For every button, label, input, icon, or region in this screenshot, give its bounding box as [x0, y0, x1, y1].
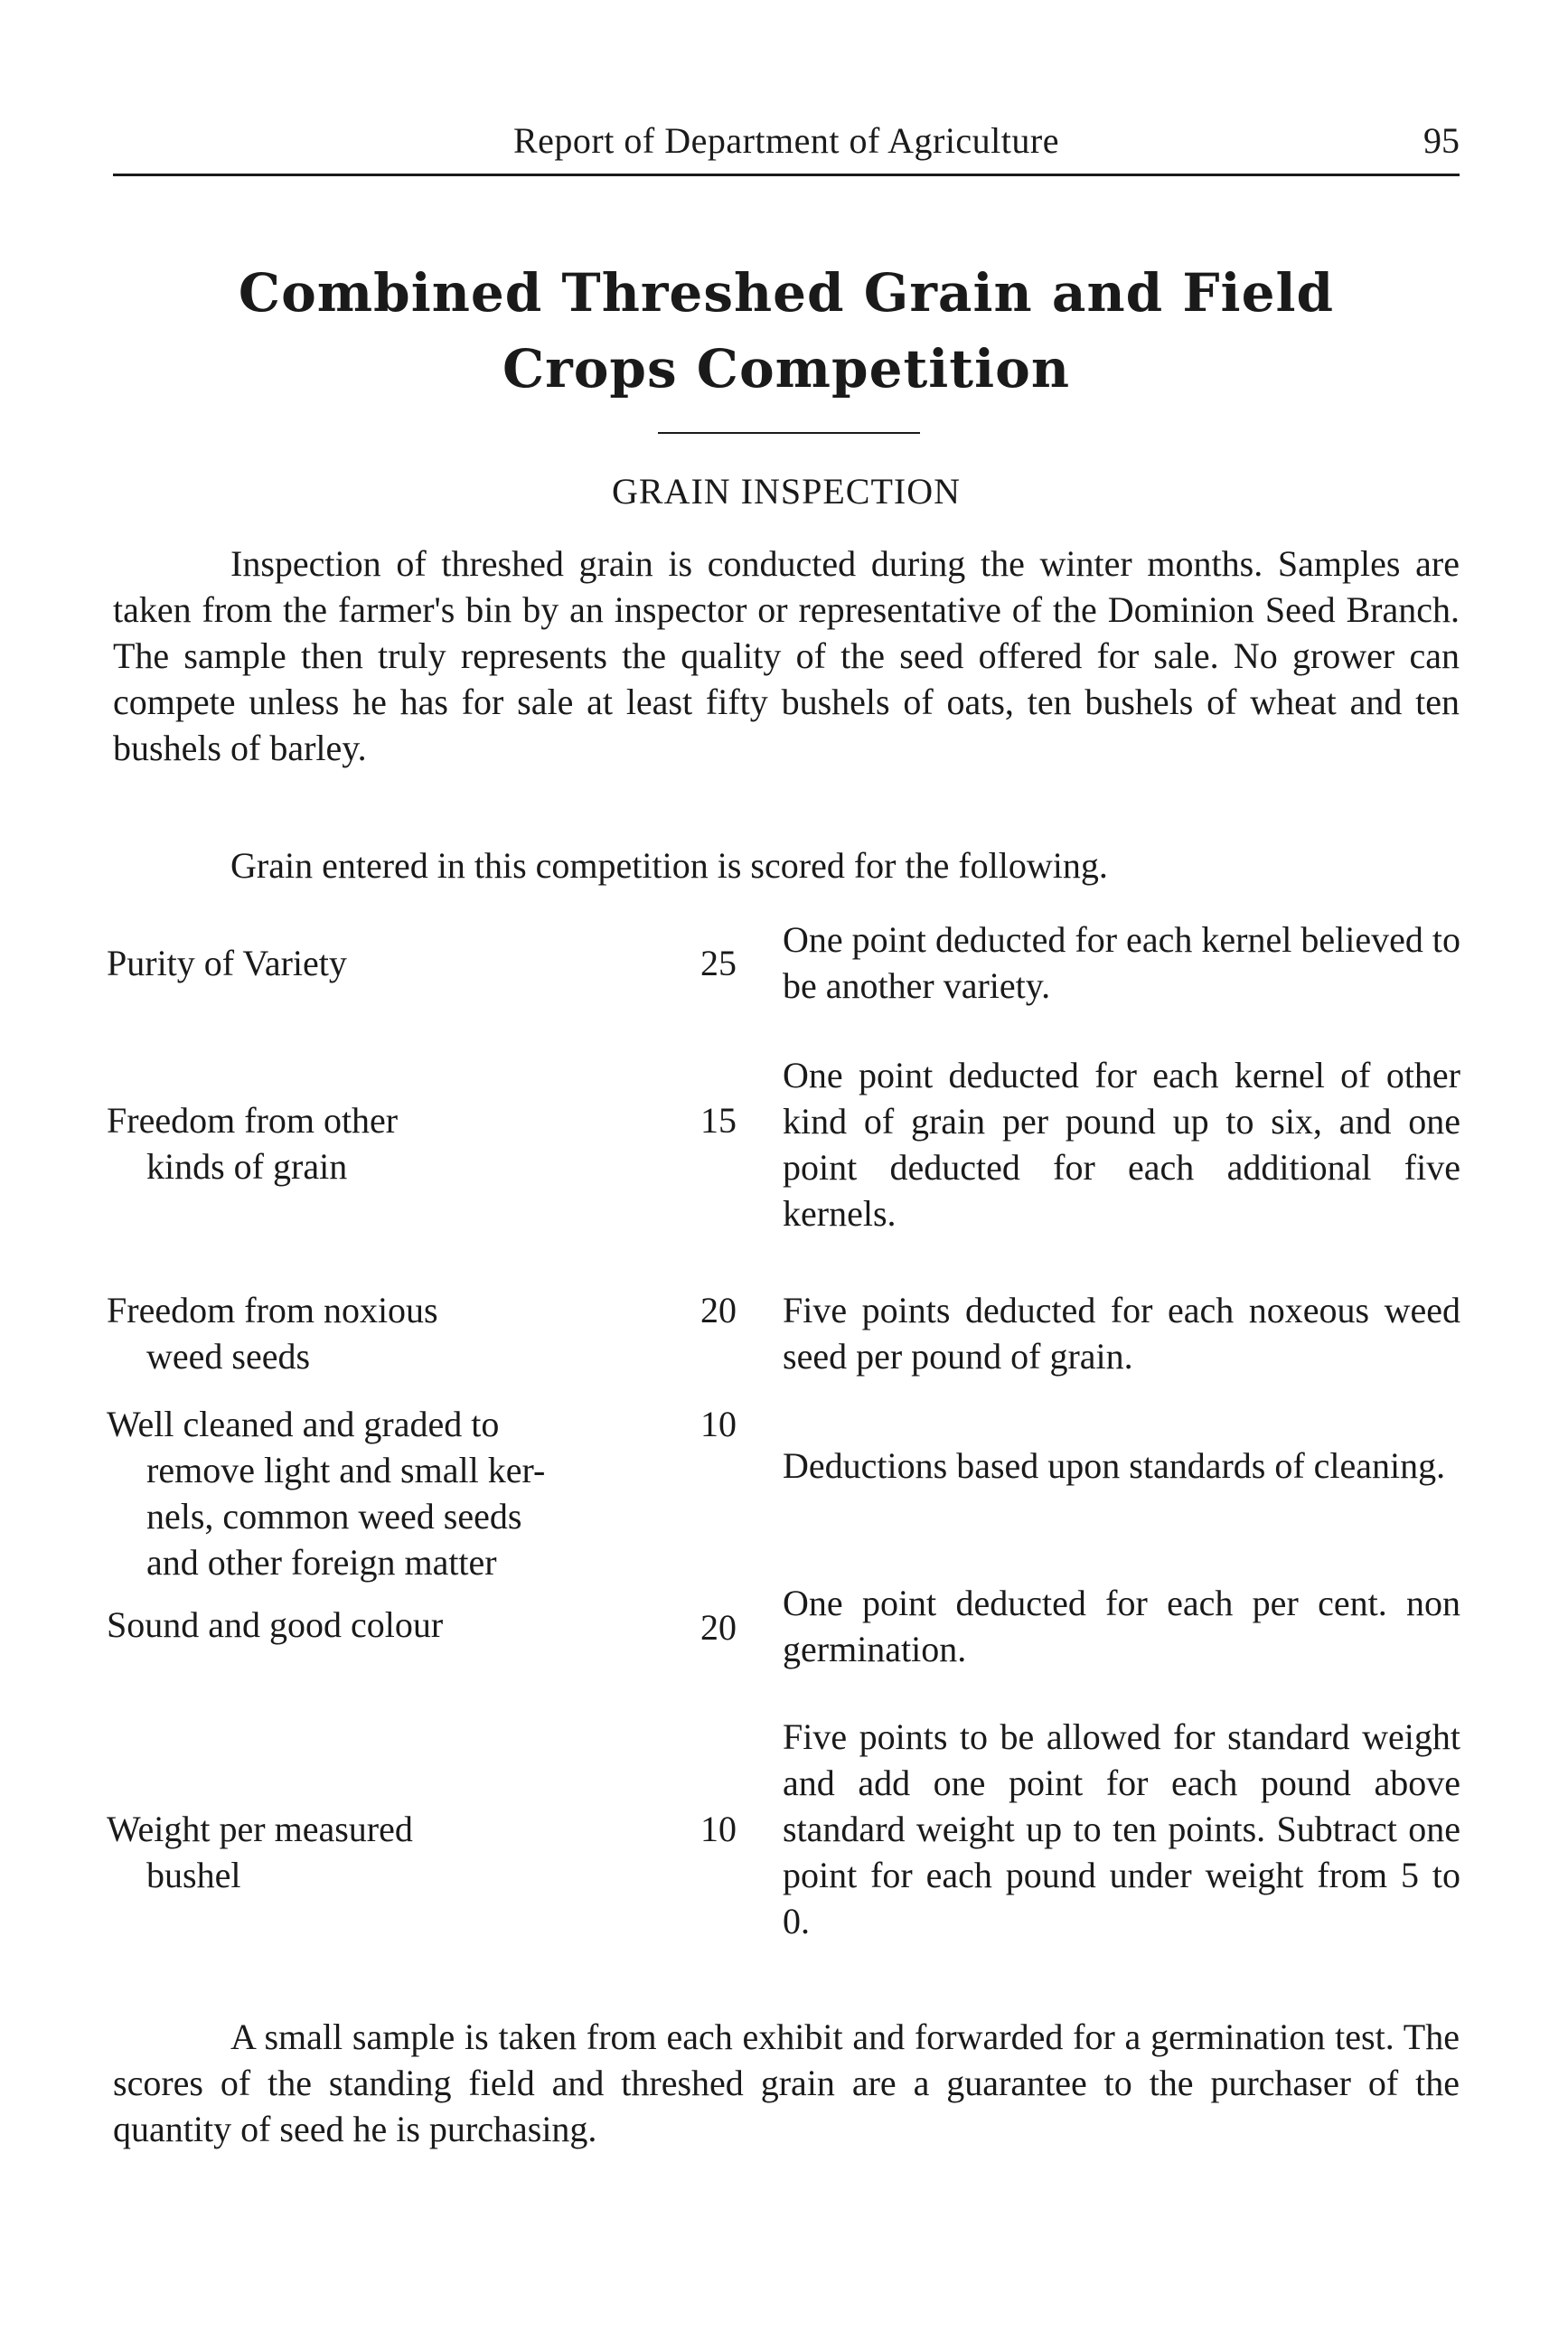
criterion-name-line: kinds of grain [146, 1146, 348, 1187]
criterion-name-line: Freedom from noxious [107, 1290, 438, 1330]
criterion-points: 10 [700, 1404, 737, 1444]
criterion-name-line: nels, common weed seeds [146, 1496, 522, 1537]
criterion-name [107, 1401, 667, 1585]
criterion-name-line: remove light and small ker- [146, 1450, 546, 1490]
criterion-name-line: weed seeds [146, 1336, 311, 1377]
criterion-rule: Deductions based upon standards of cleaning. [783, 1445, 1446, 1486]
criterion-points: 20 [700, 1290, 737, 1330]
criterion-rule: One point deducted for each per cent. non germination. [783, 1583, 1460, 1669]
criterion-name-line: Well cleaned and graded to [107, 1404, 500, 1444]
section-heading: GRAIN INSPECTION [612, 471, 961, 512]
intro-paragraph: Inspection of threshed grain is conducted during the winter months. Samples are taken from the farmer's bin by an inspector or representative of the Dominion Seed Branch. The sample then truly represents the quality of the seed offered for sale. No grower can compete unless he has for sale at least fifty bushels of oats, ten bushels of wheat and ten bushels of barley. [113, 543, 1460, 768]
criterion-name [107, 1097, 667, 1189]
criterion-name [107, 1806, 667, 1898]
criterion-name-line: bushel [146, 1855, 241, 1895]
running-title: Report of Department of Agriculture [513, 120, 1059, 161]
criterion-name [107, 1287, 667, 1379]
criterion-name-line: Purity of Variety [107, 943, 347, 983]
criterion-points: 15 [700, 1100, 737, 1141]
criterion-name-line: Freedom from other [107, 1100, 399, 1141]
lead-in-paragraph: Grain entered in this competition is scored for the following. [230, 845, 1108, 886]
criterion-rule: Five points deducted for each noxeous weed seed per pound of grain. [783, 1290, 1460, 1377]
title-line-1: Combined Threshed Grain and Field [238, 262, 1335, 324]
criterion-name-line: Weight per measured [107, 1809, 413, 1849]
page-number: 95 [1423, 120, 1460, 161]
criterion-points: 10 [700, 1809, 737, 1849]
closing-paragraph: A small sample is taken from each exhibit and forwarded for a germination test. The scores of the standing field and threshed grain are a guarantee to the purchaser of the quantity of seed he is purchasing. [113, 2016, 1460, 2149]
criterion-rule: One point deducted for each kernel believed to be another variety. [783, 919, 1460, 1006]
criterion-points: 25 [700, 943, 737, 983]
criterion-points: 20 [700, 1607, 737, 1648]
criterion-name-line: and other foreign matter [146, 1542, 497, 1583]
criterion-rule: Five points to be allowed for standard weight and add one point for each pound above standard weight up to ten points. Subtract one point for each pound under weight from 5 to 0. [783, 1716, 1460, 1941]
criterion-name-line: Sound and good colour [107, 1604, 444, 1645]
title-line-2: Crops Competition [502, 338, 1070, 400]
criterion-name [107, 1602, 667, 1648]
criterion-rule: One point deducted for each kernel of other kind of grain per pound up to six, and one point deducted for each additional five kernels. [783, 1055, 1460, 1234]
criterion-name [107, 940, 667, 986]
